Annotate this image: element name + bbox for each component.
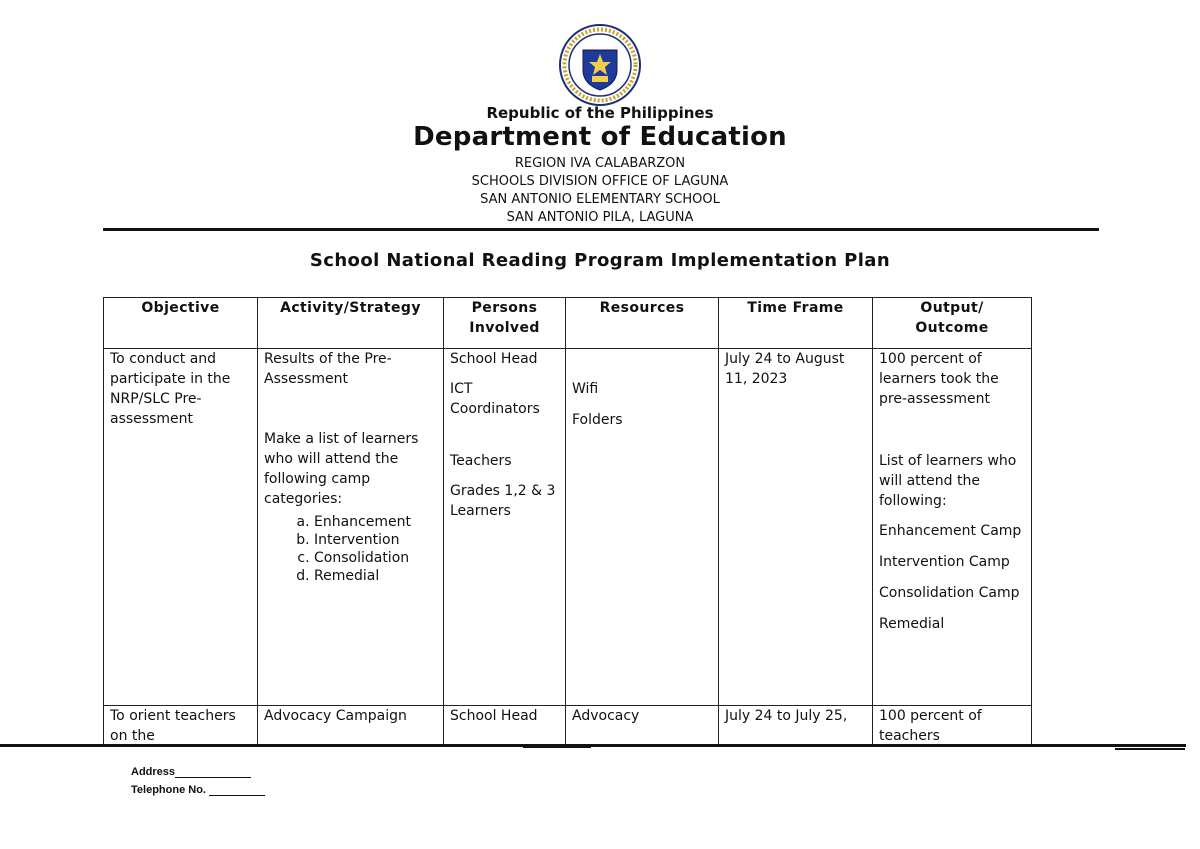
resource-item: Wifi bbox=[572, 381, 599, 397]
activity-text: Make a list of learners who will attend the following camp categories: bbox=[264, 431, 419, 507]
col-header-activity: Activity/Strategy bbox=[258, 298, 444, 349]
republic-label: Republic of the Philippines bbox=[486, 104, 714, 122]
output-text: 100 percent of learners took the pre-assessment bbox=[879, 351, 999, 407]
output-cell: 100 percent of teachers bbox=[873, 706, 1032, 747]
school-label: SAN ANTONIO ELEMENTARY SCHOOL bbox=[480, 192, 720, 207]
persons-cell: School Head bbox=[444, 706, 566, 747]
table-header-row bbox=[104, 298, 1032, 349]
table-row bbox=[104, 706, 1032, 747]
list-item: c. Consolidation bbox=[314, 549, 437, 567]
col-header-resources: Resources bbox=[566, 298, 719, 349]
list-item: d. Remedial bbox=[314, 567, 437, 585]
person-item: ICT Coordinators bbox=[450, 381, 540, 417]
person-item: School Head bbox=[450, 351, 538, 367]
col-header-timeframe: Time Frame bbox=[719, 298, 873, 349]
output-text: List of learners who will attend the following: bbox=[879, 453, 1017, 509]
activity-text: Results of the Pre-Assessment bbox=[264, 351, 392, 387]
col-header-objective: Objective bbox=[104, 298, 258, 349]
telephone-blank-line bbox=[209, 784, 265, 796]
address-blank-line bbox=[175, 766, 251, 778]
objective-cell: To orient teachers on the bbox=[104, 706, 258, 747]
list-item: b. Intervention bbox=[314, 531, 437, 549]
footer-divider-segment bbox=[1115, 748, 1185, 750]
resource-item: Folders bbox=[572, 412, 623, 428]
footer-address: Address bbox=[131, 766, 251, 778]
footer-divider bbox=[0, 744, 1186, 747]
person-item: Grades 1,2 & 3 Learners bbox=[450, 483, 556, 519]
activity-cell: Advocacy Campaign bbox=[258, 706, 444, 747]
resources-cell bbox=[566, 349, 719, 706]
camp-list bbox=[264, 513, 437, 585]
footer-divider-segment bbox=[523, 746, 591, 748]
page-footer-area bbox=[0, 744, 1200, 849]
resources-cell: Advocacy bbox=[566, 706, 719, 747]
timeframe-cell: July 24 to August 11, 2023 bbox=[719, 349, 873, 706]
activity-cell bbox=[258, 349, 444, 706]
persons-cell bbox=[444, 349, 566, 706]
division-label: SCHOOLS DIVISION OFFICE OF LAGUNA bbox=[471, 174, 729, 189]
list-item: a. Enhancement bbox=[314, 513, 437, 531]
output-item: Enhancement Camp bbox=[879, 523, 1022, 539]
implementation-plan-table bbox=[103, 297, 1032, 747]
department-title: Department of Education bbox=[413, 122, 787, 152]
output-item: Consolidation Camp bbox=[879, 585, 1020, 601]
document-title: School National Reading Program Implementation Plan bbox=[309, 250, 891, 271]
deped-seal-logo bbox=[559, 24, 641, 106]
header-divider bbox=[103, 228, 1099, 231]
timeframe-cell: July 24 to July 25, bbox=[719, 706, 873, 747]
output-item: Intervention Camp bbox=[879, 554, 1010, 570]
footer-telephone: Telephone No. bbox=[131, 784, 265, 796]
output-item: Remedial bbox=[879, 616, 945, 632]
col-header-persons: Persons Involved bbox=[444, 298, 566, 349]
objective-cell: To conduct and participate in the NRP/SLC Pre-assessment bbox=[104, 349, 258, 706]
region-label: REGION IVA CALABARZON bbox=[514, 156, 686, 171]
person-item: Teachers bbox=[450, 453, 512, 469]
school-address-label: SAN ANTONIO PILA, LAGUNA bbox=[506, 210, 694, 225]
table-row bbox=[104, 349, 1032, 706]
col-header-output: Output/ Outcome bbox=[873, 298, 1032, 349]
output-cell bbox=[873, 349, 1032, 706]
